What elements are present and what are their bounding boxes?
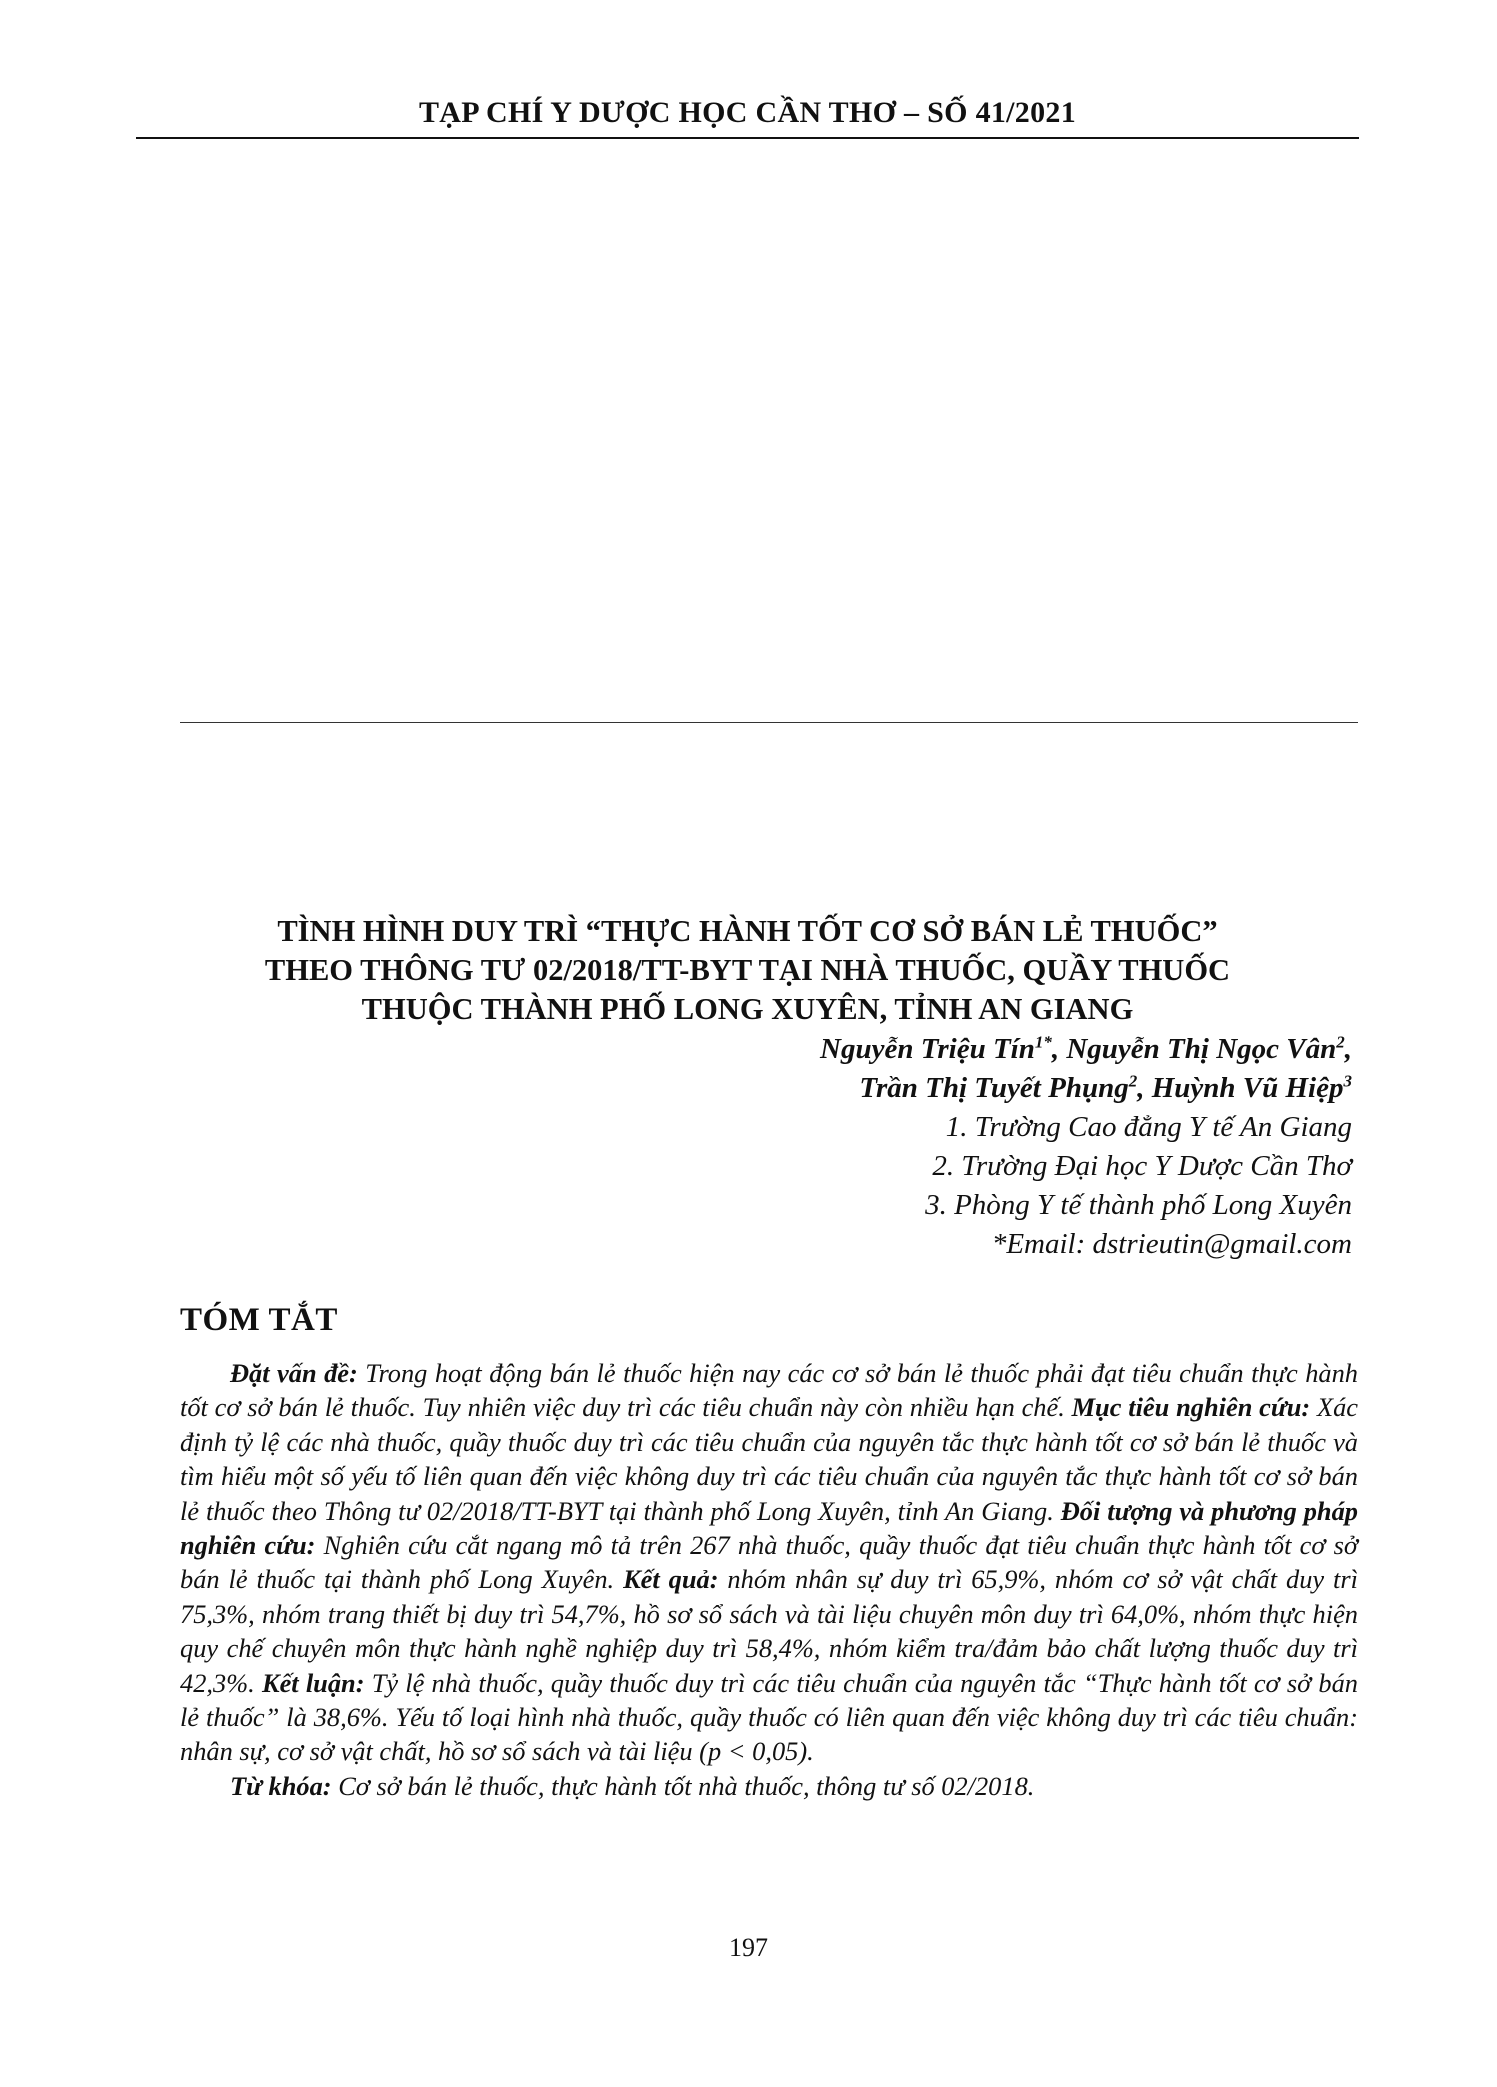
section-label: Kết quả:	[623, 1564, 719, 1595]
affiliation: 1. Trường Cao đẳng Y tế An Giang	[945, 1111, 1352, 1143]
abstract-text: Nghiên cứu cắt ngang mô tả trên 267 nhà thuốc, quầy thuốc đạt tiêu chuẩn thực hành tốt cơ sở bán lẻ thuốc tại thành phố Long Xuyên.	[180, 1530, 1358, 1595]
author-affiliation-mark: 2	[1128, 1071, 1138, 1091]
author-line	[452, 1069, 1352, 1108]
author-affiliation-mark: 1*	[1034, 1032, 1052, 1052]
abstract-text: Xác định tỷ lệ các nhà thuốc, quầy thuốc duy trì các tiêu chuẩn của nguyên tắc thực hành tốt cơ sở bán lẻ thuốc và tìm hiểu một số yếu tố liên quan đến việc không duy trì các tiêu chuẩn của nguyên tắc thực hành tốt cơ sở bán lẻ thuốc theo Thông tư 02/2018/TT-BYT tại thành phố Long Xuyên, tỉnh An Giang.	[180, 1392, 1358, 1526]
title-line: THUỘC THÀNH PHỐ LONG XUYÊN, TỈNH AN GIANG	[361, 992, 1134, 1026]
author-name: Huỳnh Vũ Hiệp	[1151, 1072, 1344, 1104]
author-name: Nguyễn Triệu Tín	[820, 1033, 1035, 1065]
affiliation: 2. Trường Đại học Y Dược Cần Thơ	[932, 1150, 1352, 1182]
title-line: THEO THÔNG TƯ 02/2018/TT-BYT TẠI NHÀ THUỐC, QUẦY THUỐC	[264, 953, 1231, 987]
author-affiliation-mark: 3	[1343, 1071, 1352, 1091]
author-separator: ,	[1051, 1033, 1067, 1065]
abstract-text: Trong hoạt động bán lẻ thuốc hiện nay các cơ sở bán lẻ thuốc phải đạt tiêu chuẩn thực hành tốt cơ sở bán lẻ thuốc. Tuy nhiên việc duy trì các tiêu chuẩn này còn nhiều hạn chế.	[180, 1358, 1358, 1423]
article-title	[136, 912, 1359, 1029]
abstract-text: Tỷ lệ nhà thuốc, quầy thuốc duy trì các tiêu chuẩn của nguyên tắc “Thực hành tốt cơ sở bán lẻ thuốc” là 38,6%. Yếu tố loại hình nhà thuốc, quầy thuốc có liên quan đến việc không duy trì các tiêu chuẩn: nhân sự, cơ sở vật chất, hồ sơ sổ sách và tài liệu (p < 0,05).	[180, 1667, 1358, 1767]
journal-header: TẠP CHÍ Y DƯỢC HỌC CẦN THƠ – SỐ 41/2021	[418, 96, 1077, 129]
abstract-paragraph	[180, 1356, 1358, 1769]
abstract-heading: TÓM TẮT	[180, 1302, 338, 1338]
keywords-paragraph	[180, 1769, 1358, 1803]
keywords-text: Cơ sở bán lẻ thuốc, thực hành tốt nhà thuốc, thông tư số 02/2018.	[331, 1770, 1035, 1801]
author-separator: ,	[1137, 1072, 1152, 1104]
section-label: Mục tiêu nghiên cứu:	[1071, 1392, 1311, 1423]
header-rule	[136, 137, 1359, 139]
section-divider	[180, 722, 1358, 723]
author-affiliation-mark: 2	[1336, 1032, 1345, 1052]
title-line: TÌNH HÌNH DUY TRÌ “THỰC HÀNH TỐT CƠ SỞ BÁN LẺ THUỐC”	[277, 914, 1218, 948]
affiliation: 3. Phòng Y tế thành phố Long Xuyên	[925, 1189, 1352, 1221]
abstract-body	[180, 1356, 1358, 1803]
contact-email: *Email: dstrieutin@gmail.com	[991, 1228, 1352, 1260]
section-label: Kết luận:	[261, 1667, 365, 1698]
abstract-text: nhóm nhân sự duy trì 65,9%, nhóm cơ sở vật chất duy trì 75,3%, nhóm trang thiết bị duy trì 54,7%, hồ sơ sổ sách và tài liệu chuyên môn duy trì 64,0%, nhóm thực hiện quy chế chuyên môn thực hành nghề nghiệp duy trì 58,4%, nhóm kiểm tra/đảm bảo chất lượng thuốc duy trì 42,3%.	[180, 1564, 1358, 1698]
section-label: Đối tượng và phương pháp nghiên cứu:	[180, 1495, 1359, 1561]
author-separator: ,	[1344, 1033, 1352, 1065]
author-name: Nguyễn Thị Ngọc Vân	[1066, 1033, 1337, 1065]
author-name: Trần Thị Tuyết Phụng	[859, 1072, 1129, 1104]
author-line	[452, 1030, 1352, 1069]
keywords-label: Từ khóa:	[230, 1770, 332, 1801]
section-label: Đặt vấn đề:	[230, 1358, 358, 1388]
page-number: 197	[729, 1933, 768, 1962]
author-block	[452, 1030, 1352, 1264]
